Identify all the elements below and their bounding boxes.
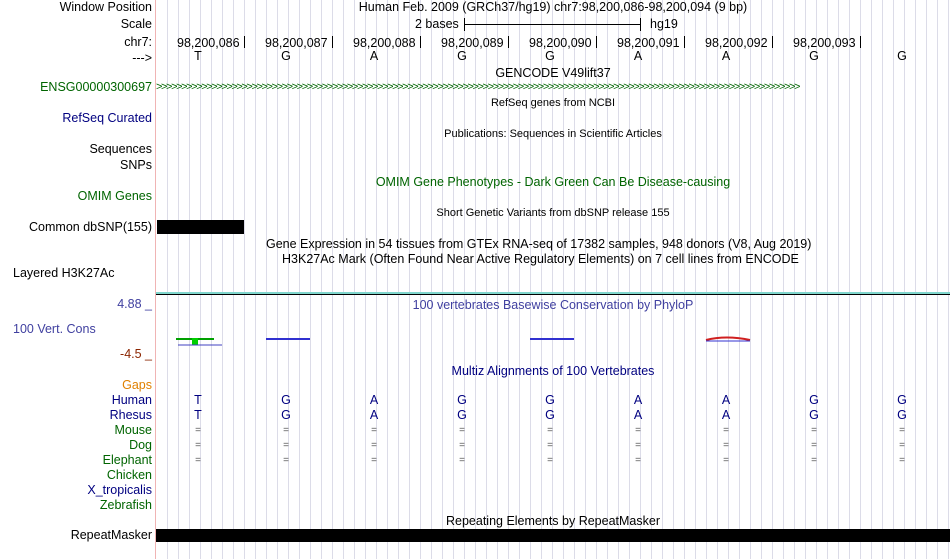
ruler-coordinate: 98,200,088	[353, 36, 416, 50]
h3k27ac-baseline	[156, 294, 950, 295]
alignment-base-human: A	[721, 393, 731, 407]
base-letter: G	[281, 49, 291, 63]
alignment-base-rhesus: G	[809, 408, 819, 422]
ruler-coordinate: 98,200,089	[441, 36, 504, 50]
chrom-label: chr7:	[124, 35, 152, 49]
base-letter: G	[457, 49, 467, 63]
phylop-signal	[156, 330, 950, 350]
publications-track-title: Publications: Sequences in Scientific Articles	[444, 128, 662, 140]
base-letter: G	[897, 49, 907, 63]
alignment-base-rhesus: A	[633, 408, 643, 422]
alignment-base-rhesus: G	[897, 408, 907, 422]
alignment-base-mouse: =	[371, 425, 377, 436]
alignment-base-human: G	[809, 393, 819, 407]
alignment-base-elephant: =	[899, 455, 905, 466]
track-label-sequences[interactable]: Sequences	[89, 142, 152, 156]
alignment-base-dog: =	[195, 440, 201, 451]
gencode-transcript-arrows[interactable]: >>>>>>>>>>>>>>>>>>>>>>>>>>>>>>>>>>>>>>>>>>>>>>>>>>>>>>>>>>>>>>>>>>>>>>>>>>>>>>>>>>>>>>>>>>>>>>>>>>>>>>>>>>>>>>>>>>>>>>>>>>>>>>>>	[156, 81, 800, 93]
repeatmasker-track-title: Repeating Elements by RepeatMasker	[445, 514, 660, 528]
species-label-chicken: Chicken	[106, 468, 152, 482]
alignment-base-dog: =	[723, 440, 729, 451]
alignment-base-mouse: =	[899, 425, 905, 436]
base-letter: G	[809, 49, 819, 63]
ruler-tick	[772, 36, 773, 48]
ruler-coordinate: 98,200,091	[617, 36, 680, 50]
repeatmasker-element-block[interactable]	[156, 529, 950, 542]
track-label-gaps[interactable]: Gaps	[122, 378, 152, 392]
alignment-base-mouse: =	[723, 425, 729, 436]
ruler-coordinate: 98,200,093	[793, 36, 856, 50]
multiz-track-title: Multiz Alignments of 100 Vertebrates	[451, 364, 655, 378]
ruler-coordinate: 98,200,086	[177, 36, 240, 50]
alignment-base-rhesus: G	[545, 408, 555, 422]
ruler-tick	[332, 36, 333, 48]
base-letter: T	[194, 49, 202, 63]
ruler-tick	[244, 36, 245, 48]
track-label-refseq[interactable]: RefSeq Curated	[62, 111, 152, 125]
track-label-snps[interactable]: SNPs	[120, 158, 152, 172]
species-label-dog: Dog	[129, 438, 152, 452]
alignment-base-mouse: =	[547, 425, 553, 436]
gtex-track-title: Gene Expression in 54 tissues from GTEx RNA-seq of 17382 samples, 948 donors (V8, Aug 2019)	[266, 237, 812, 251]
alignment-base-human: A	[633, 393, 643, 407]
species-label-zebrafish: Zebrafish	[99, 498, 152, 512]
strand-label: --->	[132, 51, 152, 65]
ruler-tick	[596, 36, 597, 48]
cons-max-label: 4.88 _	[117, 297, 152, 311]
alignment-base-mouse: =	[635, 425, 641, 436]
species-label-rhesus: Rhesus	[109, 408, 152, 422]
alignment-base-elephant: =	[635, 455, 641, 466]
dbsnp-track-title: Short Genetic Variants from dbSNP release 155	[436, 207, 670, 219]
track-label-column	[0, 0, 155, 559]
scale-label: Scale	[120, 17, 152, 31]
alignment-base-human: G	[457, 393, 467, 407]
alignment-base-dog: =	[283, 440, 289, 451]
base-letter: G	[545, 49, 555, 63]
alignment-base-dog: =	[635, 440, 641, 451]
ruler-tick	[860, 36, 861, 48]
scale-bar-label: 2 bases	[415, 17, 459, 31]
species-label-mouse: Mouse	[114, 423, 152, 437]
gencode-track-title: GENCODE V49lift37	[495, 66, 611, 80]
ruler-coordinate: 98,200,087	[265, 36, 328, 50]
track-label-repeatmasker[interactable]: RepeatMasker	[70, 528, 152, 542]
scale-bar-line	[465, 24, 640, 25]
scale-bar-left-cap	[464, 18, 465, 31]
track-label-ensg[interactable]: ENSG00000300697	[40, 80, 152, 94]
window-position-text: Human Feb. 2009 (GRCh37/hg19) chr7:98,200,086-98,200,094 (9 bp)	[358, 0, 748, 14]
alignment-base-rhesus: A	[369, 408, 379, 422]
alignment-base-human: A	[369, 393, 379, 407]
alignment-base-elephant: =	[547, 455, 553, 466]
alignment-base-elephant: =	[811, 455, 817, 466]
track-label-dbsnp[interactable]: Common dbSNP(155)	[29, 220, 152, 234]
alignment-base-dog: =	[459, 440, 465, 451]
phylop-track-title: 100 vertebrates Basewise Conservation by PhyloP	[412, 298, 694, 312]
track-label-omim[interactable]: OMIM Genes	[77, 189, 152, 203]
cons-min-label: -4.5 _	[120, 347, 152, 361]
dbsnp-variant-block[interactable]	[157, 220, 244, 234]
ruler-coordinate: 98,200,090	[529, 36, 592, 50]
ruler-tick	[420, 36, 421, 48]
scale-bar-right-cap	[640, 18, 641, 31]
track-label-h3k27ac[interactable]: Layered H3K27Ac	[13, 266, 115, 280]
alignment-base-dog: =	[811, 440, 817, 451]
assembly-label: hg19	[650, 17, 678, 31]
alignment-base-mouse: =	[811, 425, 817, 436]
alignment-base-elephant: =	[459, 455, 465, 466]
ruler-coordinate: 98,200,092	[705, 36, 768, 50]
alignment-base-human: G	[281, 393, 291, 407]
base-letter: A	[721, 49, 731, 63]
alignment-base-human: G	[897, 393, 907, 407]
species-label-elephant: Elephant	[102, 453, 152, 467]
alignment-base-mouse: =	[195, 425, 201, 436]
alignment-base-elephant: =	[283, 455, 289, 466]
refseq-track-title: RefSeq genes from NCBI	[490, 97, 616, 109]
ruler-tick	[508, 36, 509, 48]
alignment-base-rhesus: G	[281, 408, 291, 422]
h3k27ac-track-title: H3K27Ac Mark (Often Found Near Active Regulatory Elements) on 7 cell lines from ENCODE	[282, 252, 799, 266]
alignment-base-mouse: =	[459, 425, 465, 436]
alignment-base-elephant: =	[195, 455, 201, 466]
alignment-base-elephant: =	[723, 455, 729, 466]
alignment-base-dog: =	[899, 440, 905, 451]
omim-track-title: OMIM Gene Phenotypes - Dark Green Can Be Disease-causing	[375, 175, 731, 189]
alignment-base-dog: =	[371, 440, 377, 451]
alignment-base-rhesus: A	[721, 408, 731, 422]
species-label-x-tropicalis: X_tropicalis	[87, 483, 152, 497]
alignment-base-human: T	[194, 393, 202, 407]
alignment-base-mouse: =	[283, 425, 289, 436]
base-letter: A	[369, 49, 379, 63]
alignment-base-rhesus: G	[457, 408, 467, 422]
alignment-base-rhesus: T	[194, 408, 202, 422]
ruler-tick	[684, 36, 685, 48]
window-position-label: Window Position	[59, 0, 152, 14]
base-letter: A	[633, 49, 643, 63]
alignment-base-elephant: =	[371, 455, 377, 466]
alignment-base-dog: =	[547, 440, 553, 451]
alignment-base-human: G	[545, 393, 555, 407]
track-label-cons[interactable]: 100 Vert. Cons	[13, 322, 96, 336]
species-label-human: Human	[111, 393, 152, 407]
